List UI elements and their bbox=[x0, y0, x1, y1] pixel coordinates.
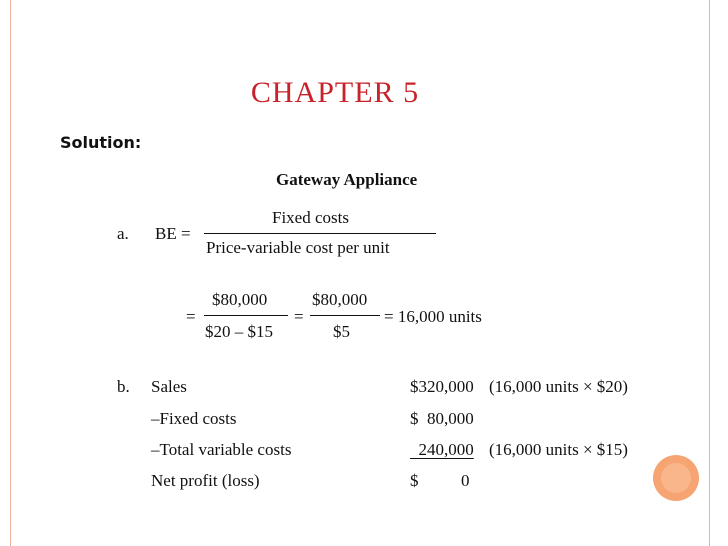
part-b-label: b. bbox=[117, 377, 130, 396]
formula-denominator: Price-variable cost per unit bbox=[206, 238, 390, 257]
row-amount-sales: $320,000 bbox=[410, 377, 474, 396]
accent-circle-inner-decoration bbox=[661, 463, 691, 493]
computation-fraction-bar-2 bbox=[310, 315, 380, 316]
break-even-result: = 16,000 units bbox=[384, 307, 482, 326]
company-name: Gateway Appliance bbox=[276, 170, 418, 189]
formula-numerator: Fixed costs bbox=[272, 208, 349, 227]
equals-sign-2: = bbox=[294, 307, 304, 326]
computation-denominator-1: $20 – $15 bbox=[205, 322, 273, 341]
row-amount-net-profit: $ 0 bbox=[410, 471, 470, 490]
equals-sign-1: = bbox=[186, 307, 196, 326]
computation-denominator-2: $5 bbox=[333, 322, 350, 341]
be-lhs: BE = bbox=[155, 224, 191, 243]
computation-numerator-2: $80,000 bbox=[312, 290, 368, 309]
row-label-variable-costs: –Total variable costs bbox=[151, 440, 292, 459]
slide-title: CHAPTER 5 bbox=[250, 76, 420, 109]
row-label-sales: Sales bbox=[151, 377, 187, 396]
row-note-variable-costs: (16,000 units × $15) bbox=[489, 440, 628, 459]
row-label-net-profit: Net profit (loss) bbox=[151, 471, 260, 490]
row-amount-fixed-costs: $ 80,000 bbox=[410, 409, 474, 428]
formula-fraction-bar bbox=[204, 233, 436, 234]
computation-fraction-bar-1 bbox=[204, 315, 288, 316]
computation-numerator-1: $80,000 bbox=[212, 290, 268, 309]
row-note-sales: (16,000 units × $20) bbox=[489, 377, 628, 396]
row-amount-variable-costs: 240,000 bbox=[410, 440, 474, 459]
row-label-fixed-costs: –Fixed costs bbox=[151, 409, 237, 428]
part-a-label: a. bbox=[117, 224, 129, 243]
solution-label: Solution: bbox=[60, 133, 142, 152]
